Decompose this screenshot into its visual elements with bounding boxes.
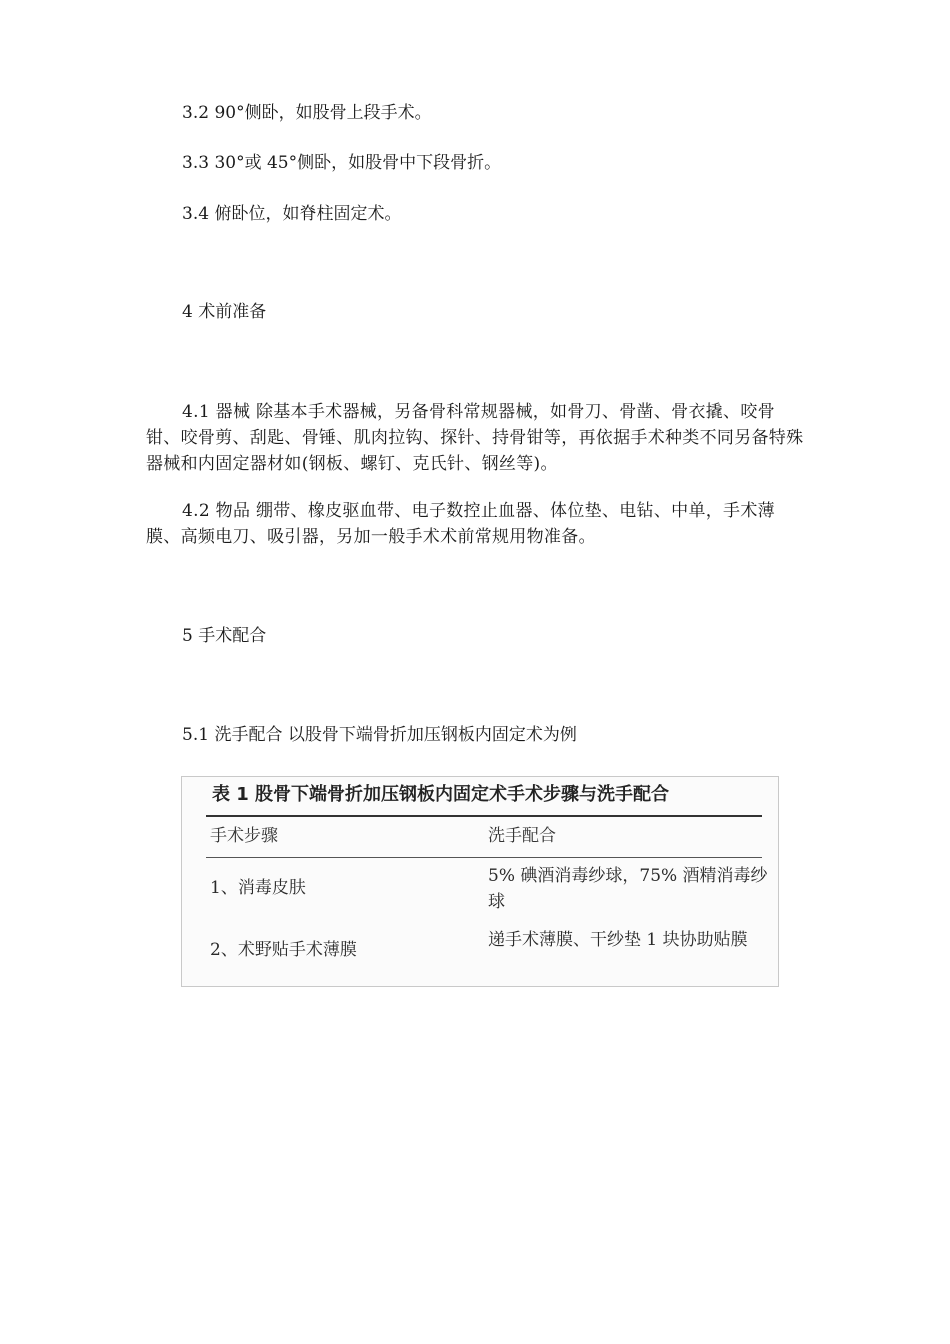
table-row-1-step: 1、消毒皮肤 bbox=[210, 878, 306, 898]
section-5-1: 5.1 洗手配合 以股骨下端骨折加压钢板内固定术为例 bbox=[182, 725, 577, 745]
table-row-2-action: 递手术薄膜、干纱垫 1 块协助贴膜 bbox=[488, 930, 748, 950]
table-header-step: 手术步骤 bbox=[210, 826, 278, 846]
table-header-action: 洗手配合 bbox=[488, 826, 556, 846]
section-3-4: 3.4 俯卧位，如脊柱固定术。 bbox=[182, 204, 402, 224]
section-3-3: 3.3 30°或 45°侧卧，如股骨中下段骨折。 bbox=[182, 153, 502, 173]
table-header-rule bbox=[206, 857, 762, 858]
table-row-2-step: 2、术野贴手术薄膜 bbox=[210, 940, 357, 960]
section-4-1: 4.1 器械 除基本手术器械，另备骨科常规器械，如骨刀、骨凿、骨衣撬、咬骨钳、咬骨剪、刮匙、骨锤、肌肉拉钩、探针、持骨钳等，再依据手术种类不同另备特殊器械和内固定器材如(钢板、螺钉、克氏针、钢丝等)。 bbox=[146, 402, 804, 474]
table-1 bbox=[181, 776, 779, 987]
heading-4: 4 术前准备 bbox=[182, 302, 267, 322]
table-caption: 表 1 股骨下端骨折加压钢板内固定术手术步骤与洗手配合 bbox=[212, 784, 670, 805]
section-3-2: 3.2 90°侧卧，如股骨上段手术。 bbox=[182, 103, 432, 123]
section-4-2: 4.2 物品 绷带、橡皮驱血带、电子数控止血器、体位垫、电钻、中单，手术薄膜、高频电刀、吸引器，另加一般手术术前常规用物准备。 bbox=[146, 501, 775, 547]
table-row-1-action: 5% 碘酒消毒纱球，75% 酒精消毒纱球 bbox=[488, 866, 768, 912]
table-top-rule bbox=[206, 815, 762, 817]
heading-5: 5 手术配合 bbox=[182, 626, 267, 646]
